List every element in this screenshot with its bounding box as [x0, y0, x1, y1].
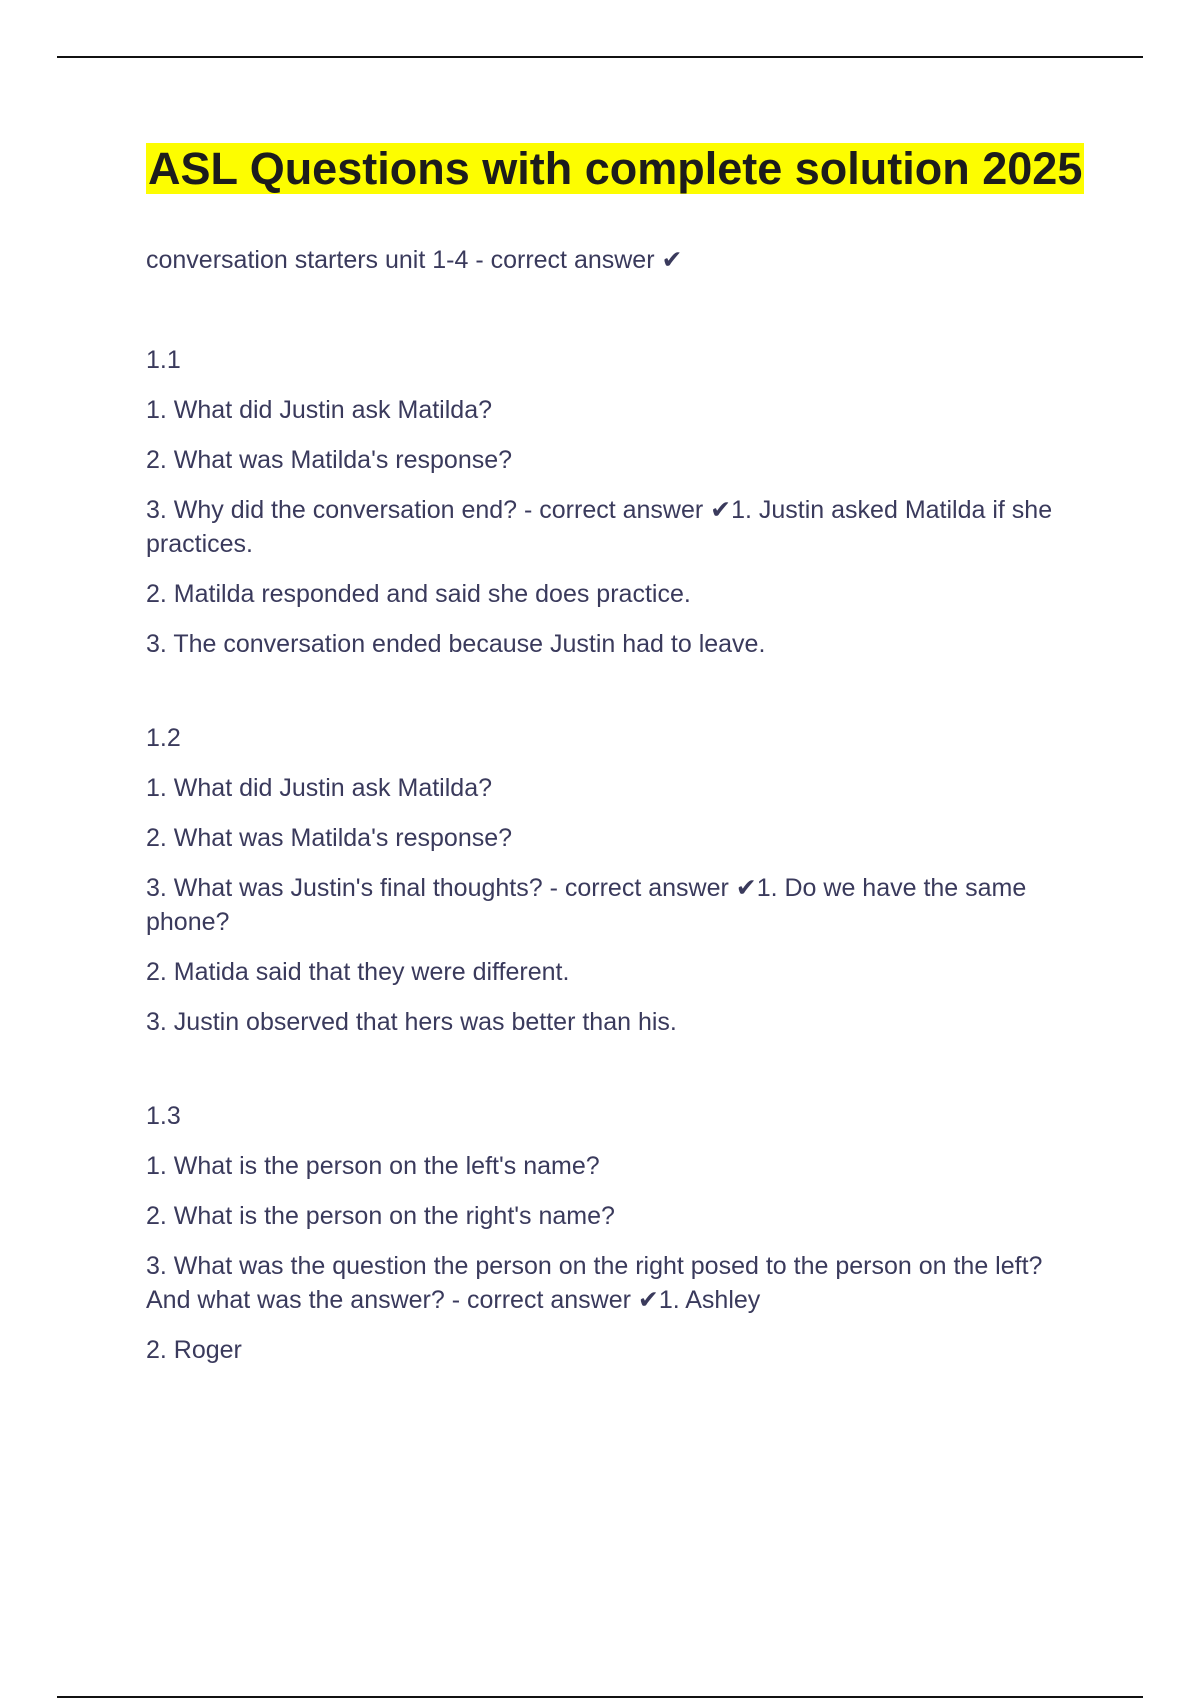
question-line: 1. What is the person on the left's name? — [146, 1152, 600, 1180]
top-divider — [57, 56, 1143, 58]
section-1-3 — [146, 1099, 1086, 1367]
bottom-divider — [57, 1696, 1143, 1698]
intro-line: conversation starters unit 1-4 - correct answer ✔ — [146, 246, 683, 274]
answer-line: 3. The conversation ended because Justin had to leave. — [146, 630, 766, 658]
section-number: 1.2 — [146, 724, 181, 752]
section-1-2 — [146, 721, 1086, 1039]
section-number: 1.1 — [146, 346, 181, 374]
question-line: 1. What did Justin ask Matilda? — [146, 774, 492, 802]
question-answer-line: 3. What was Justin's final thoughts? - correct answer ✔1. Do we have the same phone? — [146, 874, 1027, 936]
title-highlight: ASL Questions with complete solution 2025 — [148, 143, 1083, 194]
answer-line: 2. Matida said that they were different. — [146, 958, 570, 986]
section-1-1 — [146, 343, 1086, 661]
question-line: 2. What is the person on the right's name? — [146, 1202, 615, 1230]
answer-line: 2. Matilda responded and said she does practice. — [146, 580, 691, 608]
question-line: 1. What did Justin ask Matilda? — [146, 396, 492, 424]
question-answer-line: 3. Why did the conversation end? - correct answer ✔1. Justin asked Matilda if she practices. — [146, 496, 1053, 558]
answer-line: 3. Justin observed that hers was better than his. — [146, 1008, 677, 1036]
question-line: 2. What was Matilda's response? — [146, 446, 513, 474]
answer-line: 2. Roger — [146, 1336, 242, 1364]
question-answer-line: 3. What was the question the person on the right posed to the person on the left? And what was the answer? - correct answer ✔1. Ashley — [146, 1252, 1043, 1314]
document-body — [146, 140, 1086, 1383]
section-number: 1.3 — [146, 1102, 181, 1130]
question-line: 2. What was Matilda's response? — [146, 824, 513, 852]
document-title — [146, 140, 1086, 197]
